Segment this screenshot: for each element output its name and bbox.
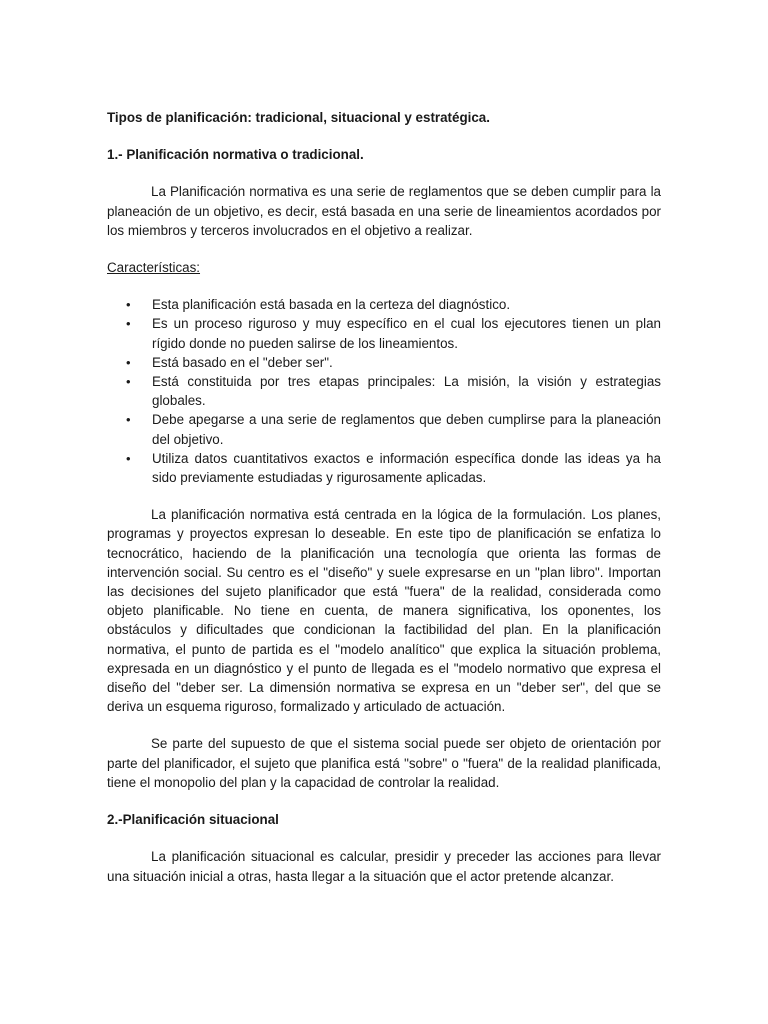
paragraph-normativa-intro: La Planificación normativa es una serie de reglamentos que se deben cumplir para la planeación de un objetivo, es decir, está basada en una serie de lineamientos acordados por los miembros y terceros involucrados en el objetivo a realizar.	[107, 184, 661, 238]
paragraph-situacional-intro: La planificación situacional es calcular, presidir y preceder las acciones para llevar una situación inicial a otras, hasta llegar a la situación que el actor pretende alcanzar.	[107, 849, 661, 884]
list-item-text: Está basado en el "deber ser".	[152, 354, 333, 370]
list-item-text: Utiliza datos cuantitativos exactos e información específica donde las ideas ya ha sido previamente estudiadas y rigurosamente aplicadas.	[152, 450, 661, 486]
section-heading-situacional: 2.-Planificación situacional	[107, 812, 279, 828]
section-heading-normativa: 1.- Planificación normativa o tradicional.	[107, 147, 364, 163]
list-item	[107, 372, 661, 410]
list-item	[107, 353, 661, 372]
list-item	[107, 314, 661, 352]
bullet-icon: •	[126, 374, 131, 390]
characteristics-list	[107, 295, 661, 487]
bullet-icon: •	[126, 450, 131, 466]
list-item	[107, 449, 661, 487]
paragraph-normativa-supuesto: Se parte del supuesto de que el sistema social puede ser objeto de orientación por parte del planificador, el sujeto que planifica está "sobre" o "fuera" de la realidad planificada, tiene el monopolio del plan y la capacidad de controlar la realidad.	[107, 736, 661, 790]
list-item-text: Debe apegarse a una serie de reglamentos que deben cumplirse para la planeación del objetivo.	[152, 412, 661, 447]
paragraph-normativa-detail: La planificación normativa está centrada en la lógica de la formulación. Los planes, programas y proyectos expresan lo deseable. En este tipo de planificación se enfatiza lo tecnocrático, haciendo de la planificación una tecnología que orienta las formas de intervención social. Su centro es el "diseño" y suele expresarse en un "plan libro". Importan las decisiones del sujeto planificador que está "fuera" de la realidad, considerada como objeto planificable. No tiene en cuenta, de manera significativa, los oponentes, los obstáculos y dificultades que condicionan la factibilidad del plan. En la planificación normativa, el punto de partida es el "modelo analítico" que explica la situación problema, expresada en un diagnóstico y el punto de llegada es el "modelo normativo que expresa el diseño del "deber ser. La dimensión normativa se expresa en un "deber ser", del que se deriva un esquema riguroso, formalizado y articulado de actuación.	[107, 507, 661, 715]
bullet-icon: •	[126, 354, 131, 370]
list-item-text: Es un proceso riguroso y muy específico en el cual los ejecutores tienen un plan rígido donde no pueden salirse de los lineamientos.	[152, 316, 661, 351]
bullet-icon: •	[126, 297, 131, 313]
list-item-text: Esta planificación está basada en la certeza del diagnóstico.	[152, 297, 511, 313]
list-item-text: Está constituida por tres etapas principales: La misión, la visión y estrategias globales.	[152, 374, 661, 409]
list-item	[107, 295, 661, 314]
document-title: Tipos de planificación: tradicional, situacional y estratégica.	[107, 110, 490, 125]
bullet-icon: •	[126, 316, 131, 332]
bullet-icon: •	[126, 412, 131, 428]
list-item	[107, 410, 661, 448]
document-page	[107, 108, 661, 904]
characteristics-label: Características:	[107, 260, 201, 276]
